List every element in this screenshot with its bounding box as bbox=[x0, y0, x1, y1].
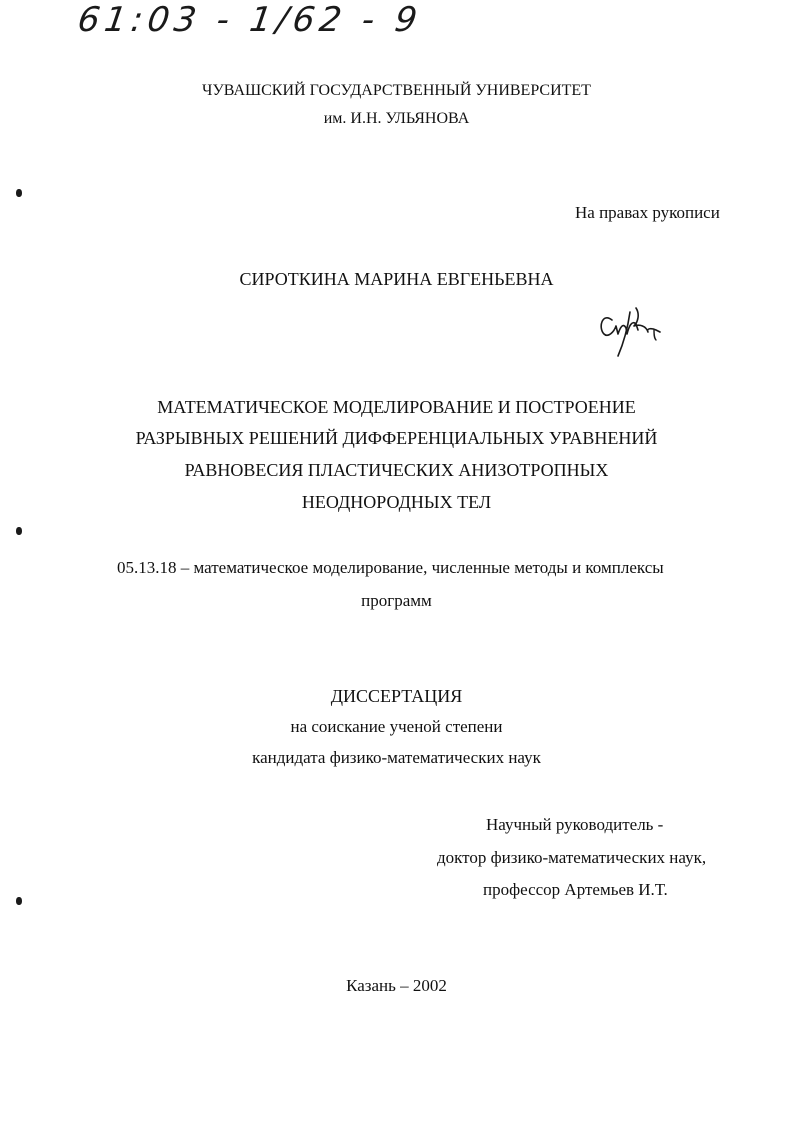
university-patron: им. И.Н. УЛЬЯНОВА bbox=[323, 110, 470, 127]
manuscript-rights-note: На правах рукописи bbox=[575, 203, 720, 222]
author-signature bbox=[596, 298, 666, 360]
supervisor-name: профессор Артемьев И.Т. bbox=[483, 880, 668, 899]
thesis-title-line: РАВНОВЕСИЯ ПЛАСТИЧЕСКИХ АНИЗОТРОПНЫХ bbox=[184, 460, 609, 480]
archive-code: 61:03 - 1/62 - 9 bbox=[75, 0, 425, 40]
degree-name: кандидата физико-математических наук bbox=[252, 748, 541, 767]
document-type-heading: ДИССЕРТАЦИЯ bbox=[330, 686, 463, 706]
thesis-title-line: НЕОДНОРОДНЫХ ТЕЛ bbox=[301, 492, 492, 512]
supervisor-label: Научный руководитель - bbox=[486, 815, 664, 834]
thesis-title-line: МАТЕМАТИЧЕСКОЕ МОДЕЛИРОВАНИЕ И ПОСТРОЕНИЕ bbox=[157, 397, 636, 417]
specialty-code: 05.13.18 – математическое моделирование, численные методы и комплексы bbox=[117, 558, 664, 577]
author-name: СИРОТКИНА МАРИНА ЕВГЕНЬЕВНА bbox=[239, 269, 554, 289]
thesis-title-line: РАЗРЫВНЫХ РЕШЕНИЙ ДИФФЕРЕНЦИАЛЬНЫХ УРАВНЕНИЙ bbox=[135, 428, 658, 448]
binding-hole-mark bbox=[16, 527, 22, 535]
specialty-code-continued: программ bbox=[361, 591, 432, 610]
binding-hole-mark bbox=[16, 189, 22, 197]
university-name: ЧУВАШСКИЙ ГОСУДАРСТВЕННЫЙ УНИВЕРСИТЕТ bbox=[202, 82, 591, 99]
place-and-year: Казань – 2002 bbox=[346, 976, 447, 995]
degree-purpose: на соискание ученой степени bbox=[290, 717, 503, 736]
binding-hole-mark bbox=[16, 897, 22, 905]
supervisor-degree: доктор физико-математических наук, bbox=[437, 848, 707, 867]
